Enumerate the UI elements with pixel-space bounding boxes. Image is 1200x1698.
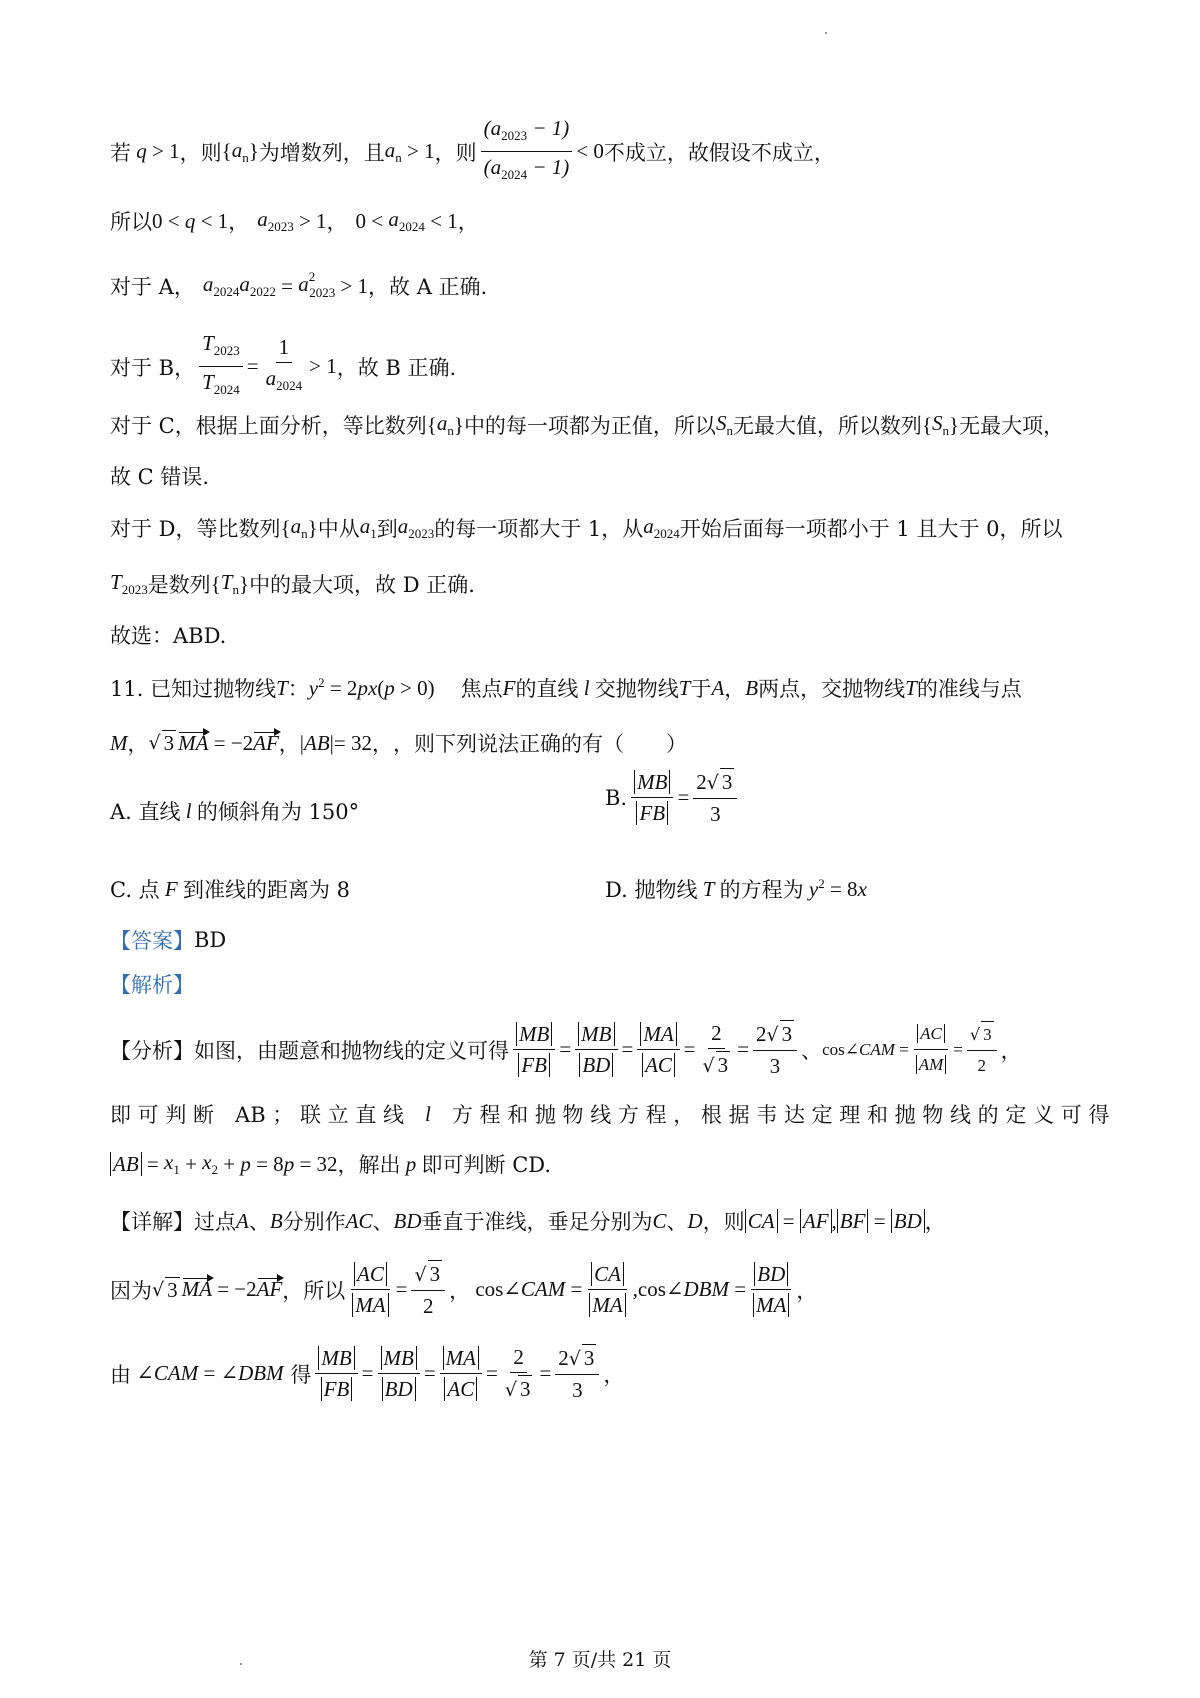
text-line-1: 若 q > 1 ，则 { $a_n$ } 为增数列，且 $a_n$ > 1 ，则 $\frac{(a_{2023} - 1)}{(a_{2024} - 1)}$ < 0 不成立，故假设不成立， [110,115,835,188]
fraction: $\frac{T_{2023}}{T_{2024}}$ [199,330,243,403]
answer-label: 【答案】 [110,929,194,953]
text-line-4: 对于 B， $\frac{T_{2023}}{T_{2024}}$ = $\frac{1}{a_{2024}}$ > 1 ，故 B 正确. [110,330,456,403]
option-d[interactable]: D. 抛物线 T 的方程为 $y^2$ = 8 x [605,876,867,902]
fenxi-line-3: AB = $x_1$ + $x_2$ + p = 8 p = 32 ，解出 p 即可判断 CD. [110,1149,551,1179]
fraction: $\frac{2√ 3}{3}$ [753,1020,797,1079]
fraction: $\frac{2√ 3}{3}$ [693,768,737,827]
text-line-9: 故选：ABD. [110,624,227,648]
fraction: $\frac{MB}{BD}$ [575,1021,617,1078]
text-line-5: 对于 C，根据上面分析，等比数列 { $a_n$ } 中的每一项都为正值，所以 $S_n$ 无最大值，所以数列 { $S_n$ } 无最大项， [110,410,1065,439]
question-11-stem-2: M ， √ 3 MA = −2 AF ， | AB |= 32 ， ，则下列说法正确的有（ ） [110,730,687,756]
fenxi-line-1: 【分析】 如图，由题意和抛物线的定义可得 $\frac{MB}{FB}$ = $\frac{MB}{BD}$ = $\frac{MA}{AC}$ = $\frac{2}{√ 3}$ = $\frac{2√ 3}{3}$ 、 cos∠ CAM = $\frac{AC}{AM}$ = $\frac{√ 3}{2}$ ， [110,1021,1022,1078]
fraction: $\frac{√ 3}{2}$ [967,1021,997,1079]
option-b[interactable]: B. $\frac{MB}{FB}$ = $\frac{2√ 3}{3}$ [605,768,741,827]
option-a[interactable]: A. 直线 l 的倾斜角为 150° [110,798,360,824]
page-footer: 第 7 页/共 21 页 [528,1649,672,1671]
fraction: $\frac{1}{a_{2024}}$ [265,335,303,394]
option-c[interactable]: C. 点 F 到准线的距离为 8 [110,876,351,902]
fraction: $\frac{MB}{FB}$ [631,769,673,826]
fraction: $\frac{CA}{MA}$ [586,1261,628,1318]
fenxi-line-2: 即 可 判 断 AB ； 联 立 直 线 l 方 程 和 抛 物 线 方 程 ， 根 据 韦 达 定 理 和 抛 物 线 的 定 义 可 得 [110,1101,1110,1127]
text-line-2: 所以 0 < q < 1 ， $a_{2023}$ > 1 ， 0 < $a_{2024}$ < 1 ， [110,206,479,235]
text-line-8: $T_{2023}$ 是数列 { $T_n$ } 中的最大项，故 D 正确. [110,569,475,598]
fraction: $\frac{MB}{FB}$ [315,1345,357,1402]
xiangjie-line-2: 因为 √ 3 MA = −2 AF ，所以 $\frac{AC}{MA}$ = $\frac{√ 3}{2}$ ， cos∠ CAM = $\frac{CA}{MA}$ ,cos∠ DBM = $\frac{BD}{MA}$ ， [110,1262,818,1318]
fraction: $\frac{√ 3}{2}$ [411,1260,445,1319]
fraction: $\frac{(a_{2023} - 1)}{(a_{2024} - 1)}$ [481,115,573,188]
text-line-7: 对于 D，等比数列 { $a_n$ } 中从 $a_1$ 到 $a_{2023}$ 的每一项都大于 1，从 $a_{2024}$ 开始后面每一项都小于 1 且大于 0，所以 [110,513,1063,542]
fraction: $\frac{2}{√ 3}$ [702,1021,729,1077]
analysis-heading: 【解析】 [110,973,194,997]
answer-value: BD [194,928,227,952]
fraction: $\frac{2}{√ 3}$ [504,1345,531,1401]
fraction: $\frac{MA}{AC}$ [440,1345,482,1402]
fraction: $\frac{MA}{AC}$ [637,1021,679,1078]
answer-line [110,925,226,955]
fraction: $\frac{2√ 3}{3}$ [555,1344,599,1403]
xiangjie-line-3: 由 ∠ CAM = ∠ DBM 得 $\frac{MB}{FB}$ = $\frac{MB}{BD}$ = $\frac{MA}{AC}$ = $\frac{2}{√ 3}$ = $\frac{2√ 3}{3}$ ， [110,1345,625,1402]
fraction: $\frac{BD}{MA}$ [750,1261,792,1318]
scan-dot [825,32,827,34]
fraction: $\frac{AC}{AM}$ [913,1021,950,1078]
text-line-3: 对于 A， $a_{2024}a_{2022}$ = $a^2_{2023}$ > 1 ，故 A 正确. [110,269,488,300]
text-line-6: 故 C 错误. [110,465,210,489]
xiangjie-line-1: 【详解】 过点 A 、 B 分别作 AC 、 BD 垂直于准线，垂足分别为 C 、 D ，则 CA = AF , BF = BD ， [110,1208,946,1234]
fraction: $\frac{MB}{BD}$ [378,1345,420,1402]
fraction: $\frac{AC}{MA}$ [349,1261,391,1318]
fraction: $\frac{MB}{FB}$ [513,1021,555,1078]
question-11-stem: 11. 已知过抛物线 T ： $y^2$ = 2 px ( p > 0) 焦点 F 的直线 l 交抛物线 T 于 A ， B 两点，交抛物线 T 的准线与点 [110,675,1022,701]
